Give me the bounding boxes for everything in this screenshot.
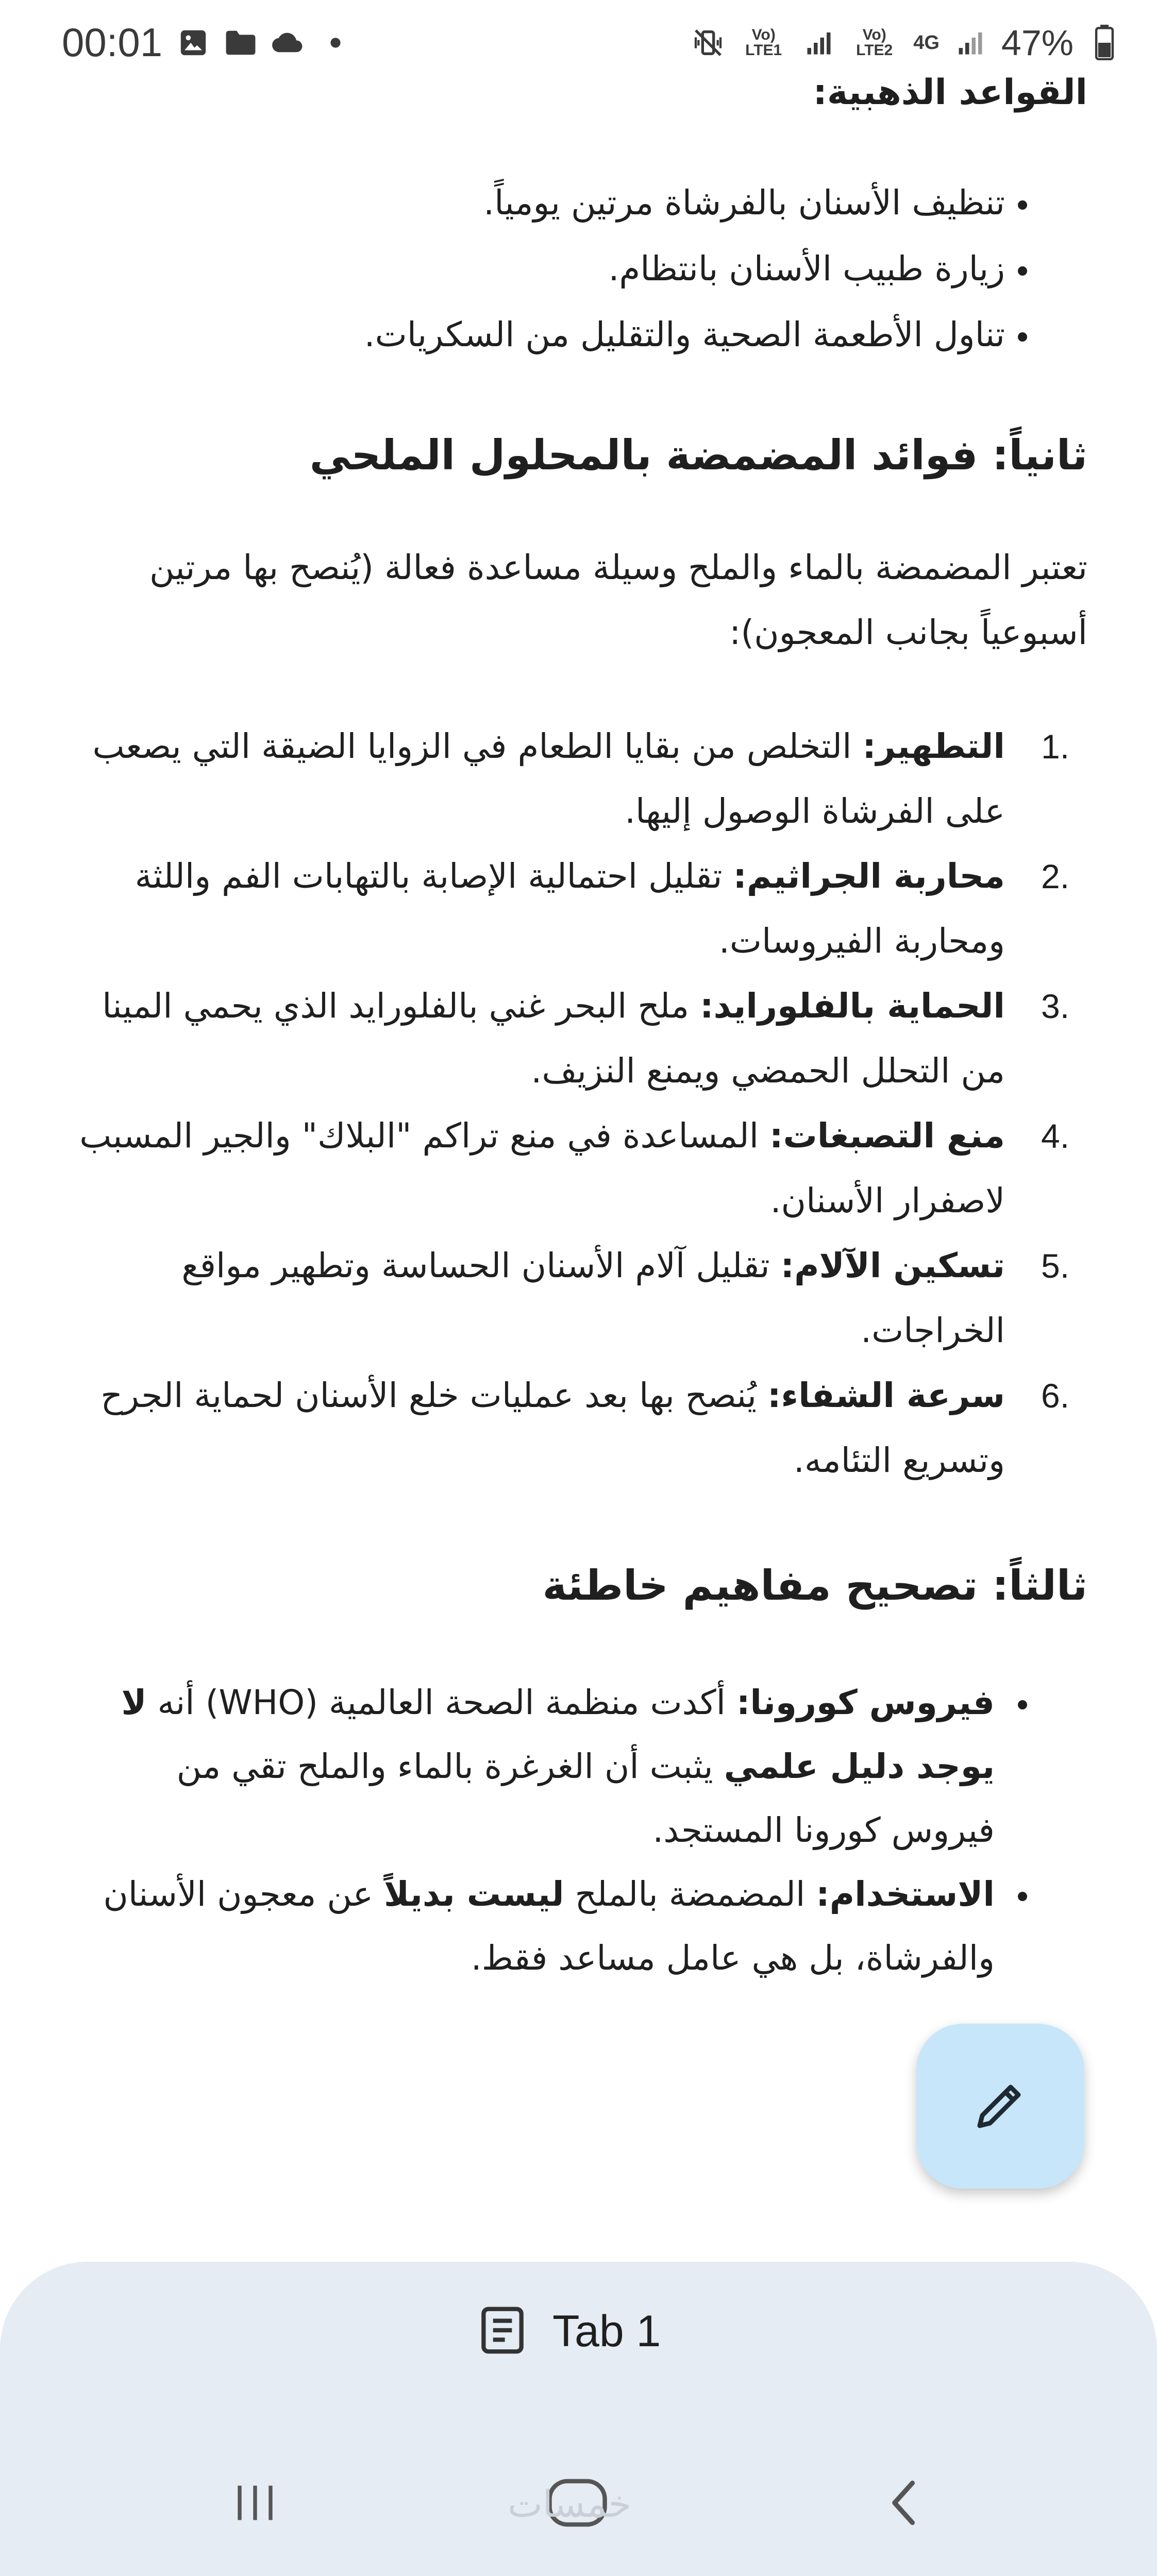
list-number: .4	[1041, 1117, 1070, 1155]
list-item	[77, 1671, 1005, 1862]
list-item	[77, 1233, 1087, 1363]
benefit-term: الحماية بالفلورايد:	[700, 986, 1005, 1026]
list-item: • تنظيف الأسنان بالفرشاة مرتين يومياً.	[77, 170, 1005, 236]
benefit-term: محاربة الجراثيم:	[733, 856, 1005, 896]
benefit-term: سرعة الشفاء:	[767, 1376, 1005, 1415]
battery-icon	[1088, 26, 1121, 59]
watermark: خمسات	[508, 2482, 632, 2526]
list-item	[77, 1862, 1005, 1990]
document-icon	[474, 2302, 531, 2361]
back-icon	[884, 2477, 925, 2531]
tab-label: Tab 1	[552, 2306, 661, 2356]
benefit-text: يُنصح بها بعد عمليات خلع الأسنان لحماية الجرح وتسريع التئامه.	[100, 1376, 1005, 1480]
volte-lte1-signal-icon: Vo) LTE1	[745, 26, 782, 59]
section-heading: ثانياً: فوائد المضمضة بالمحلول الملحي	[309, 431, 1087, 479]
list-number: .5	[1041, 1247, 1070, 1285]
mute-vibrate-icon	[692, 26, 725, 59]
misconception-text: عن معجون الأسنان والفرشاة، بل هي عامل مساعد فقط.	[103, 1874, 995, 1978]
list-number: .2	[1041, 857, 1070, 895]
benefit-text: تقليل آلام الأسنان الحساسة وتطهير مواقع الخراجات.	[181, 1246, 1005, 1350]
list-item	[77, 974, 1087, 1104]
list-number: .3	[1041, 987, 1070, 1025]
status-bar-right	[692, 22, 1121, 63]
list-item	[77, 714, 1087, 844]
list-item	[77, 844, 1087, 974]
misconceptions-list	[77, 1671, 1087, 1990]
list-item: • زيارة طبيب الأسنان بانتظام.	[77, 236, 1005, 302]
edit-button[interactable]	[916, 2024, 1084, 2189]
benefits-list	[77, 714, 1087, 1493]
network-type: 4G	[913, 31, 940, 54]
list-number: .1	[1041, 727, 1070, 766]
benefit-text: التخلص من بقايا الطعام في الزوايا الضيقة التي يصعب على الفرشاة الوصول إليها.	[92, 726, 1005, 831]
signal-icon	[954, 26, 987, 59]
benefit-text: تقليل احتمالية الإصابة بالتهابات الفم واللثة ومحاربة الفيروسات.	[135, 856, 1005, 961]
benefit-term: تسكين الآلام:	[780, 1246, 1005, 1285]
document-body	[77, 59, 1087, 1990]
pencil-icon	[969, 2074, 1031, 2138]
cloud-icon	[272, 26, 305, 59]
dot-icon	[319, 26, 352, 59]
misconception-emphasis: ليست بديلاً	[384, 1874, 564, 1914]
misconception-emphasis: لا يوجد دليل علمي	[121, 1683, 995, 1786]
benefit-text: ملح البحر غني بالفلورايد الذي يحمي المينا من التحلل الحمضي ويمنع النزيف.	[102, 986, 1005, 1091]
misconception-term: فيروس كورونا:	[736, 1683, 995, 1722]
back-button[interactable]	[856, 2452, 953, 2555]
tab-1[interactable]	[474, 2280, 691, 2383]
section-intro: تعتبر المضمضة بالماء والملح وسيلة مساعدة فعالة (يُنصح بها مرتين أسبوعياً بجانب المعجون):	[149, 548, 1087, 652]
list-number: .6	[1041, 1377, 1070, 1415]
rules-list	[77, 170, 1087, 368]
misconception-text: المضمضة بالملح	[564, 1874, 816, 1914]
benefit-text: المساعدة في منع تراكم "البلاك" والجير المسبب لاصفرار الأسنان.	[79, 1116, 1005, 1221]
recents-button[interactable]	[206, 2452, 304, 2555]
volte-lte2-4g-signal-icon: Vo) LTE2	[856, 26, 893, 59]
benefit-term: منع التصبغات:	[769, 1116, 1005, 1156]
gallery-icon	[177, 26, 210, 59]
list-item	[77, 1104, 1087, 1233]
misconception-text: أكدت منظمة الصحة العالمية (WHO) أنه	[146, 1683, 736, 1722]
status-time: 00:01	[62, 20, 163, 65]
battery-percent: 47%	[1001, 22, 1074, 63]
rules-title: القواعد الذهبية:	[813, 72, 1087, 113]
list-item: • تناول الأطعمة الصحية والتقليل من السكريات.	[77, 302, 1005, 368]
misconception-term: الاستخدام:	[816, 1874, 995, 1914]
folder-icon	[224, 26, 257, 59]
signal-icon	[802, 26, 835, 59]
recents-icon	[229, 2480, 281, 2528]
benefit-term: التطهير:	[862, 726, 1005, 766]
section-heading: ثالثاً: تصحيح مفاهيم خاطئة	[542, 1562, 1087, 1609]
list-item	[77, 1363, 1087, 1493]
misconception-text: يثبت أن الغرغرة بالماء والملح تقي من فيروس كورونا المستجد.	[176, 1747, 995, 1850]
